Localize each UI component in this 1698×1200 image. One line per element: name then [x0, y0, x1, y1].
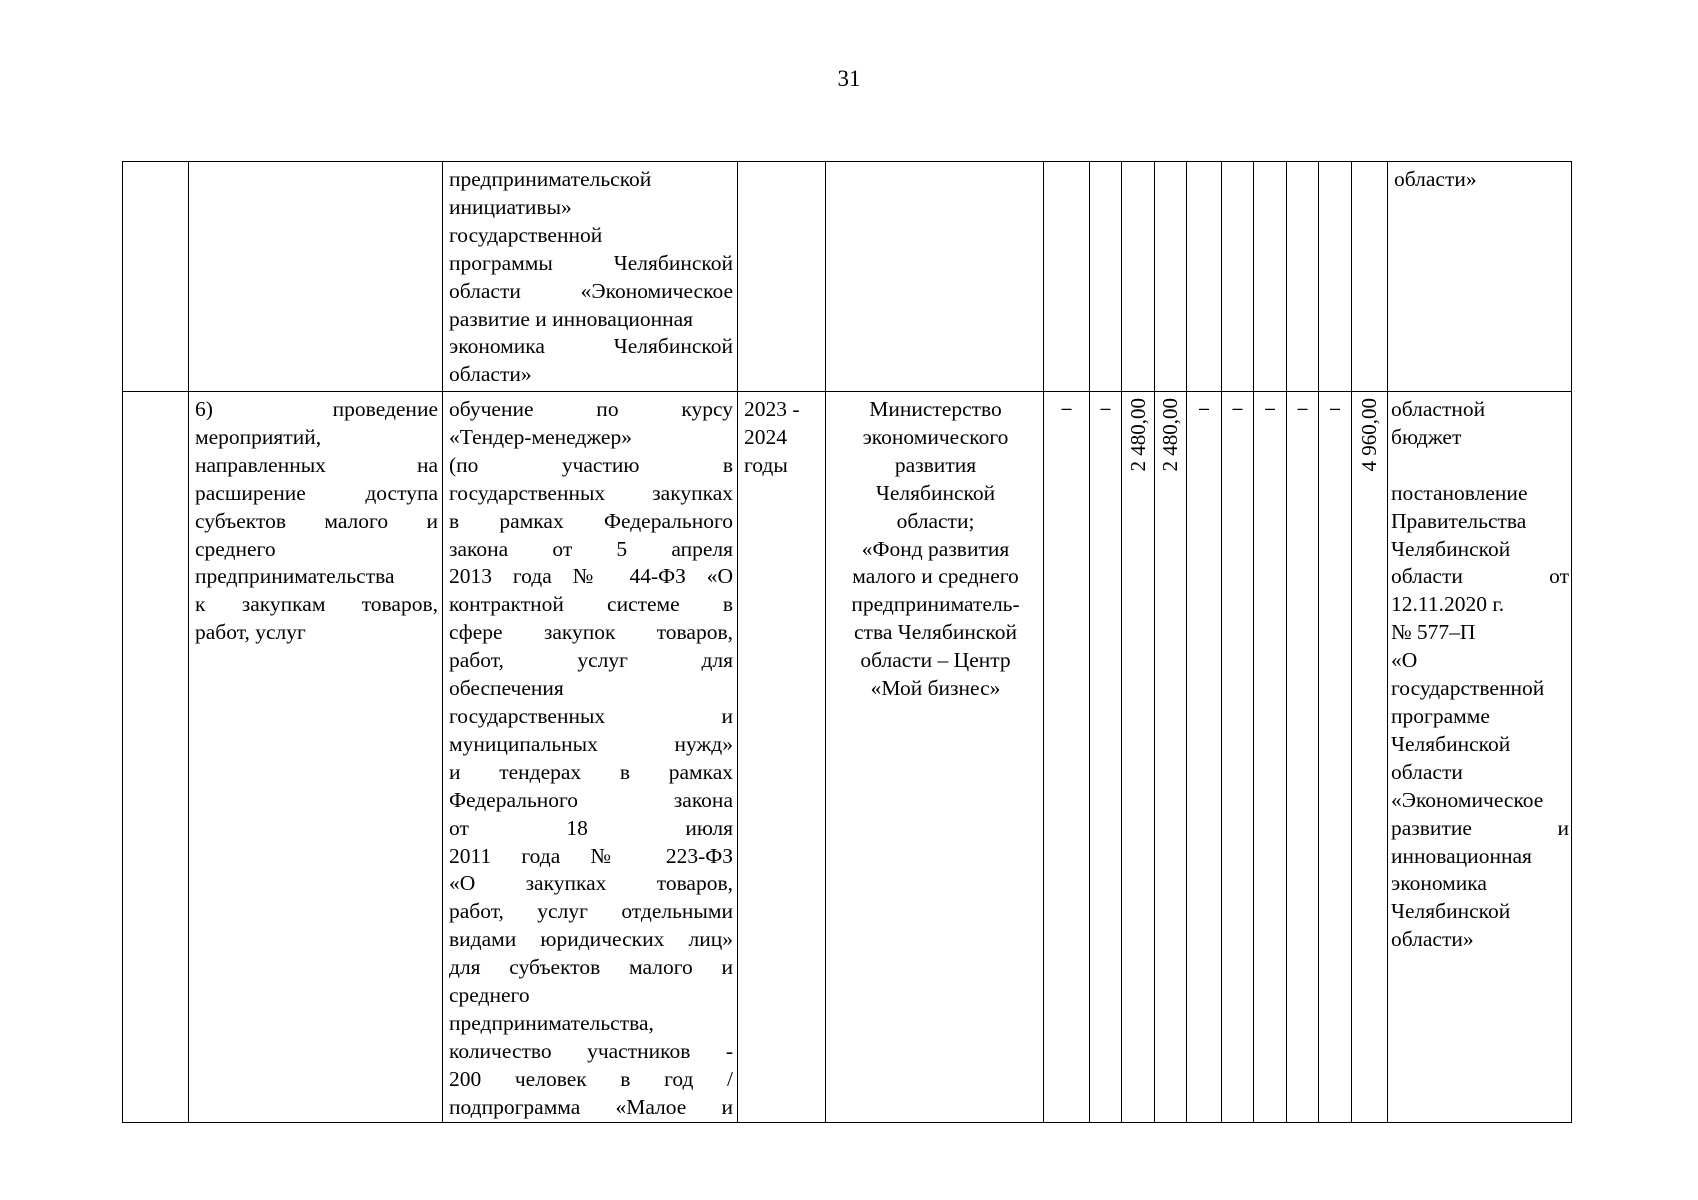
value-cell — [1090, 162, 1122, 392]
number-cell — [123, 162, 189, 392]
value-cell — [1044, 162, 1090, 392]
text-line: бюджет — [1391, 424, 1462, 449]
text-line: программы Челябинской — [449, 250, 733, 275]
total-amount: 4 960,00 — [1357, 398, 1381, 472]
text-line: годы — [744, 452, 788, 477]
text-line: области» — [449, 362, 532, 387]
text-line: работ, услуг отдельными — [449, 899, 733, 924]
dash-value: – — [1297, 398, 1308, 418]
total-cell — [1352, 392, 1388, 1123]
table-row — [123, 162, 1572, 392]
number-cell — [123, 392, 189, 1123]
dash-value: – — [1100, 398, 1111, 418]
text-line: от 18 июля — [449, 815, 733, 840]
text-line: количество участников - — [449, 1038, 733, 1063]
event-name-cell — [189, 392, 443, 1123]
value-cell — [1222, 392, 1254, 1123]
value-cell — [1287, 162, 1319, 392]
text-line: инновационная — [1391, 843, 1532, 868]
text-line: предпринимательства — [195, 564, 395, 589]
text-line: ства Челябинской — [854, 620, 1017, 645]
text-line: «О — [1391, 648, 1418, 673]
text-line: инициативы» — [449, 194, 572, 219]
text-line: «Экономическое — [1391, 787, 1544, 812]
text-line: мероприятий, — [195, 424, 322, 449]
value-cell — [1287, 392, 1319, 1123]
text-line: и тендерах в рамках — [449, 759, 733, 784]
text-block — [826, 392, 1043, 703]
text-line: среднего — [195, 536, 276, 561]
text-line: для субъектов малого и — [449, 955, 733, 980]
value-cell — [1222, 162, 1254, 392]
amount-2023: 2 480,00 — [1125, 398, 1150, 472]
text-line: области «Экономическое — [449, 278, 733, 303]
value-cell — [1122, 162, 1155, 392]
text-line: (по участию в — [449, 452, 733, 477]
text-line: Челябинской — [1391, 731, 1511, 756]
text-line: экономика — [1391, 871, 1487, 896]
text-line: «Фонд развития — [861, 536, 1010, 561]
dash-value: – — [1329, 398, 1340, 418]
dash-value: – — [1061, 398, 1072, 418]
text-line: Челябинской — [1391, 899, 1511, 924]
text-line: предпринимательской — [449, 167, 652, 191]
text-line: 12.11.2020 г. — [1391, 592, 1505, 617]
text-block — [189, 392, 442, 647]
page-number: 31 — [837, 66, 861, 91]
value-cell — [1187, 162, 1222, 392]
event-name-cell — [189, 162, 443, 392]
text-line: № 577–П — [1391, 620, 1476, 645]
text-line: «О закупках товаров, — [449, 871, 733, 896]
text-line: программе — [1391, 703, 1490, 728]
text-line: направленных на — [195, 452, 438, 477]
text-line: работ, услуг — [195, 620, 306, 645]
text-line: закона от 5 апреля — [449, 536, 733, 561]
text-line: постановление — [1391, 480, 1528, 505]
text-line: экономика Челябинской — [449, 334, 733, 359]
text-line: среднего — [449, 983, 530, 1008]
text-line: Челябинской — [875, 480, 996, 505]
text-line: области от — [1391, 564, 1569, 589]
text-line: 200 человек в год / — [449, 1066, 733, 1091]
value-cell — [1044, 392, 1090, 1123]
value-cell — [1254, 162, 1287, 392]
program-table — [122, 161, 1572, 1123]
text-block — [443, 162, 737, 389]
text-line: области — [1391, 759, 1463, 784]
text-line: 2024 — [744, 424, 787, 449]
text-line: областной — [1391, 397, 1486, 421]
text-line: предпринимательства, — [449, 1010, 654, 1035]
value-cell — [1090, 392, 1122, 1123]
indicator-cell — [443, 392, 738, 1123]
text-line: субъектов малого и — [195, 508, 438, 533]
text-line: муниципальных нужд» — [449, 731, 733, 756]
text-line — [1391, 452, 1569, 480]
text-line: 2023 - — [744, 397, 800, 421]
text-line: области – Центр — [860, 648, 1011, 673]
text-line: к закупкам товаров, — [195, 592, 438, 617]
text-line: 2011 года № 223-ФЗ — [449, 843, 733, 868]
text-line: контрактной системе в — [449, 592, 733, 617]
text-line: экономического — [862, 424, 1009, 449]
value-cell — [1122, 392, 1155, 1123]
text-line: развития — [894, 452, 977, 477]
text-line: развитие и — [1391, 815, 1569, 840]
period-cell — [738, 162, 826, 392]
text-line: работ, услуг для — [449, 648, 733, 673]
text-line: государственных и — [449, 703, 733, 728]
value-cell — [1254, 392, 1287, 1123]
text-line: 6) проведение — [195, 397, 438, 421]
text-line: Челябинской — [1391, 536, 1511, 561]
text-line: государственной — [449, 222, 603, 247]
text-block — [1388, 392, 1571, 954]
executor-cell — [826, 392, 1044, 1123]
text-block — [738, 392, 825, 480]
text-line: предприниматель- — [851, 592, 1020, 617]
text-line: «Тендер-менеджер» — [449, 424, 632, 449]
text-line: обеспечения — [449, 676, 564, 701]
text-line: обучение по курсу — [449, 397, 733, 421]
text-line: подпрограмма «Малое и — [449, 1094, 733, 1119]
value-cell — [1187, 392, 1222, 1123]
indicator-cell — [443, 162, 738, 392]
value-cell — [1155, 162, 1187, 392]
text-line: расширение доступа — [195, 480, 438, 505]
amount-2024: 2 480,00 — [1158, 398, 1182, 472]
text-line: области» — [1391, 927, 1474, 952]
text-line: видами юридических лиц» — [449, 927, 733, 952]
dash-value: – — [1264, 398, 1275, 418]
source-cell — [1388, 162, 1572, 392]
text-line: Федерального закона — [449, 787, 733, 812]
text-block — [443, 392, 737, 1122]
source-cell — [1388, 392, 1572, 1123]
text-line: Правительства — [1391, 508, 1527, 533]
executor-cell — [826, 162, 1044, 392]
text-line: 2013 года № 44-ФЗ «О — [449, 564, 733, 589]
value-cell — [1319, 392, 1352, 1123]
text-line: государственной — [1391, 676, 1545, 701]
text-line: малого и среднего — [852, 564, 1019, 589]
dash-value: – — [1232, 398, 1243, 418]
value-cell — [1155, 392, 1187, 1123]
dash-value: – — [1198, 398, 1209, 418]
text-line: Министерство — [869, 397, 1002, 421]
text-line: в рамках Федерального — [449, 508, 733, 533]
text-line: сфере закупок товаров, — [449, 620, 733, 645]
total-cell — [1352, 162, 1388, 392]
text-line: государственных закупках — [449, 480, 733, 505]
source-text: области» — [1394, 167, 1477, 191]
text-line: развитие и инновационная — [449, 306, 694, 331]
period-cell — [738, 392, 826, 1123]
text-line: «Мой бизнес» — [870, 676, 1001, 701]
text-line: области; — [896, 508, 975, 533]
table-row — [123, 392, 1572, 1123]
value-cell — [1319, 162, 1352, 392]
